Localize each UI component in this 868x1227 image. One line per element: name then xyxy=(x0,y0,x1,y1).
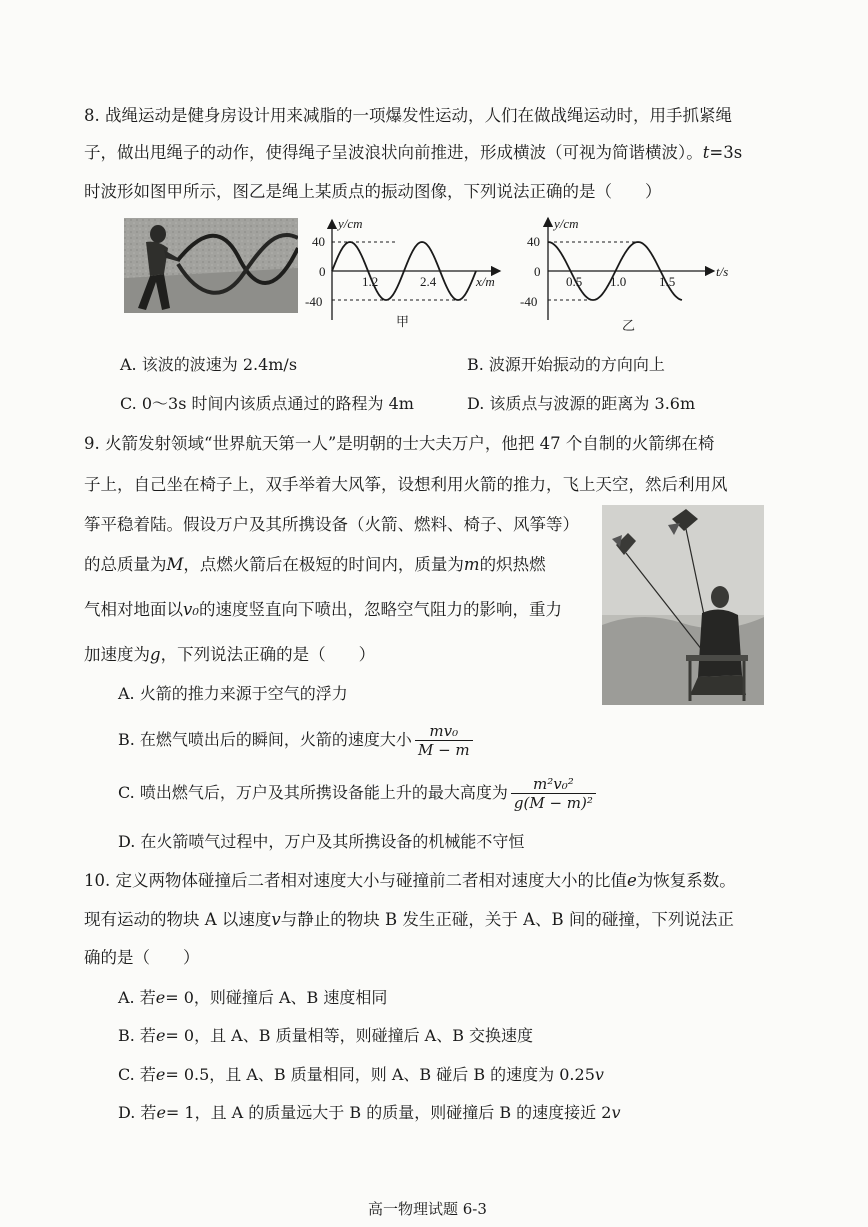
battle-rope-photo xyxy=(124,218,298,313)
yi-y-pos: 40 xyxy=(527,234,540,249)
q9-var-M: M xyxy=(166,555,184,574)
q9-option-b-numerator: mv₀ xyxy=(415,722,473,741)
q9-line-6-b: ，下列说法正确的是（ ） xyxy=(160,645,376,664)
yi-x-tick-3: 1.5 xyxy=(659,274,676,289)
q8-option-b: B. 波源开始振动的方向向上 xyxy=(467,355,665,374)
q10-option-d-pre: D. 若 xyxy=(118,1103,157,1122)
q9-option-b xyxy=(118,722,476,759)
q10-option-c-v: v xyxy=(594,1065,604,1084)
jia-y-neg: -40 xyxy=(305,294,323,309)
q9-line-2: 子上，自己坐在椅子上，双手举着大风筝，设想利用火箭的推力，飞上天空，然后利用风 xyxy=(84,475,728,494)
q8-line-2-text: 子，做出甩绳子的动作，使得绳子呈波浪状向前推进，形成横波（可视为简谐横波）。 xyxy=(84,143,703,162)
q9-line-4-b: ，点燃火箭后在极短的时间内，质量为 xyxy=(183,555,464,574)
yi-y-neg: -40 xyxy=(520,294,538,309)
jia-x-tick-1: 1.2 xyxy=(362,274,379,289)
q8-option-c: C. 0～3s 时间内该质点通过的路程为 4m xyxy=(120,394,414,413)
q8-line-3: 时波形如图甲所示，图乙是绳上某质点的振动图像，下列说法正确的是（ ） xyxy=(84,182,662,201)
q9-option-c-text: C. 喷出燃气后，万户及其所携设备能上升的最大高度为 xyxy=(118,783,508,802)
wanhu-illustration xyxy=(602,505,764,705)
page-footer: 高一物理试题 6-3 xyxy=(368,1200,487,1218)
q10-option-a-pre: A. 若 xyxy=(118,988,156,1007)
q10-option-b-post: = 0，且 A、B 质量相等，则碰撞后 A、B 交换速度 xyxy=(165,1026,534,1045)
q10-option-d-post: = 1，且 A 的质量远大于 B 的质量，则碰撞后 B 的速度接近 2 xyxy=(165,1103,612,1122)
q10-option-b-e: e xyxy=(155,1026,166,1045)
jia-y-zero: 0 xyxy=(319,264,326,279)
jia-x-tick-2: 2.4 xyxy=(420,274,437,289)
q9-option-a: A. 火箭的推力来源于空气的浮力 xyxy=(118,684,348,703)
q9-option-c-numerator: m²v₀² xyxy=(511,775,596,794)
yi-ylabel: y/cm xyxy=(554,216,579,231)
q9-line-6 xyxy=(84,645,375,665)
q10-option-c-pre: C. 若 xyxy=(118,1065,156,1084)
q10-line-1 xyxy=(84,871,736,891)
q8-line-2-tail: =3s xyxy=(709,143,743,162)
yi-y-zero: 0 xyxy=(534,264,541,279)
q9-line-4 xyxy=(84,555,546,575)
q9-line-4-a: 的总质量为 xyxy=(84,555,167,574)
q9-line-1: 9. 火箭发射领域“世界航天第一人”是明朝的士大夫万户，他把 47 个自制的火箭绑在椅 xyxy=(84,434,715,453)
jia-xlabel: x/m xyxy=(476,274,495,289)
q10-option-a xyxy=(118,988,387,1008)
q10-line-1-b: 为恢复系数。 xyxy=(636,871,736,890)
yi-x-tick-1: 0.5 xyxy=(566,274,583,289)
q9-option-b-denominator: M − m xyxy=(417,741,470,759)
q10-option-d-v: v xyxy=(611,1103,621,1122)
q10-option-c xyxy=(118,1065,604,1085)
yi-caption: 乙 xyxy=(622,318,636,333)
q9-line-5-b: 的速度竖直向下喷出，忽略空气阻力的影响，重力 xyxy=(198,600,562,619)
q8-line-1: 8. 战绳运动是健身房设计用来减脂的一项爆发性运动，人们在做战绳运动时，用手抓紧绳 xyxy=(84,106,732,125)
figure-jia-wave xyxy=(300,212,510,332)
jia-caption: 甲 xyxy=(396,314,410,329)
q10-option-b-pre: B. 若 xyxy=(118,1026,156,1045)
q9-option-c-fraction xyxy=(511,775,596,812)
q10-line-2-b: 与静止的物块 B 发生正碰，关于 A、B 间的碰撞，下列说法正 xyxy=(280,910,734,929)
q10-line-3: 确的是（ ） xyxy=(84,948,200,967)
q9-option-d: D. 在火箭喷气过程中，万户及其所携设备的机械能不守恒 xyxy=(118,832,525,851)
figure-yi-vibration xyxy=(514,212,736,334)
q10-option-d xyxy=(118,1103,620,1123)
q10-var-v: v xyxy=(271,910,281,929)
q8-option-d: D. 该质点与波源的距离为 3.6m xyxy=(467,394,696,413)
q9-line-6-a: 加速度为 xyxy=(84,645,150,664)
yi-x-tick-2: 1.0 xyxy=(610,274,627,289)
q9-option-c-denominator: g(M − m)² xyxy=(513,794,593,812)
q10-option-a-e: e xyxy=(155,988,166,1007)
q10-option-a-post: = 0，则碰撞后 A、B 速度相同 xyxy=(165,988,388,1007)
q8-var-t: t xyxy=(702,143,710,162)
q8-option-a: A. 该波的波速为 2.4m/s xyxy=(120,355,298,374)
yi-xlabel: t/s xyxy=(716,264,729,279)
q9-option-b-fraction xyxy=(415,722,473,759)
q9-line-4-c: 的炽热燃 xyxy=(479,555,546,574)
q9-var-m: m xyxy=(463,555,480,574)
q10-line-2-a: 现有运动的物块 A 以速度 xyxy=(84,910,272,929)
q9-var-g: g xyxy=(150,645,161,664)
q10-line-1-a: 10. 定义两物体碰撞后二者相对速度大小与碰撞前二者相对速度大小的比值 xyxy=(84,871,627,890)
q10-option-d-e: e xyxy=(156,1103,166,1122)
q9-var-v0: v₀ xyxy=(183,600,199,619)
q10-line-2 xyxy=(84,910,734,930)
q10-option-c-e: e xyxy=(155,1065,166,1084)
q8-line-2 xyxy=(84,143,742,163)
q10-option-b xyxy=(118,1026,533,1046)
q9-line-5-a: 气相对地面以 xyxy=(84,600,183,619)
q9-option-b-text: B. 在燃气喷出后的瞬间，火箭的速度大小 xyxy=(118,730,412,749)
jia-y-pos: 40 xyxy=(312,234,325,249)
q10-option-c-post: = 0.5，且 A、B 质量相同，则 A、B 碰后 B 的速度为 0.25 xyxy=(165,1065,595,1084)
q9-line-5 xyxy=(84,600,562,620)
jia-ylabel: y/cm xyxy=(338,216,363,231)
q9-line-3: 筝平稳着陆。假设万户及其所携设备（火箭、燃料、椅子、风筝等） xyxy=(84,515,579,534)
q9-option-c xyxy=(118,775,599,812)
q10-var-e: e xyxy=(627,871,637,890)
